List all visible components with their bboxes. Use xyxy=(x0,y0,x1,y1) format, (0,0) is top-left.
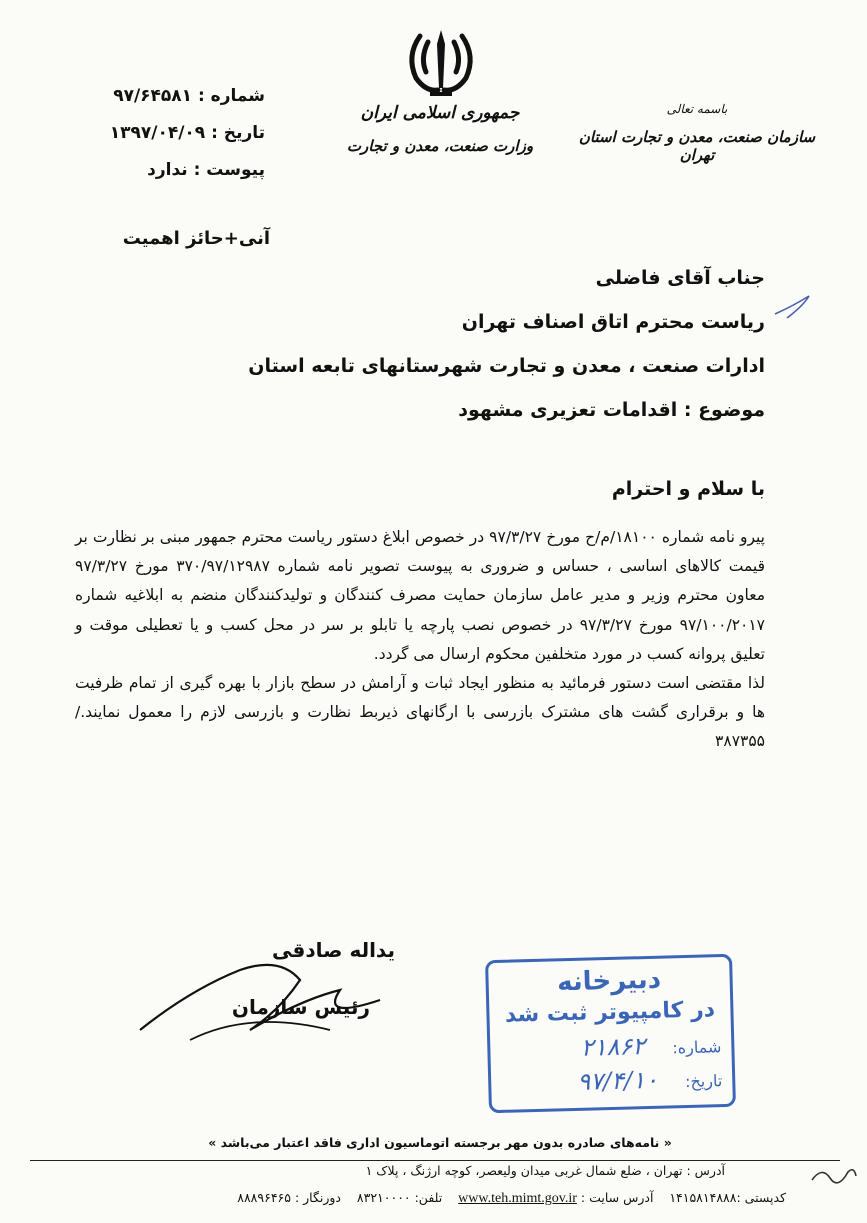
meta-date-value: ۱۳۹۷/۰۴/۰۹ xyxy=(109,123,206,143)
greeting: با سلام و احترام xyxy=(611,478,765,500)
stamp-date-row xyxy=(501,1061,723,1101)
phone-number: تلفن: ۸۳۲۱۰۰۰۰ xyxy=(356,1190,443,1205)
meta-number-value: ۹۷/۶۴۵۸۱ xyxy=(113,86,193,106)
fax-number: دورنگار : ۸۸۸۹۶۴۶۵ xyxy=(237,1190,341,1205)
header-center xyxy=(340,103,540,155)
meta-attachment xyxy=(60,152,265,189)
check-mark-icon xyxy=(773,292,823,322)
meta-number xyxy=(60,78,265,115)
recipient-line: جناب آقای فاضلی xyxy=(595,267,765,289)
meta-attachment-value: ندارد xyxy=(147,160,188,180)
website-label: آدرس سایت : xyxy=(580,1190,654,1205)
stamp-date-label: تاریخ: xyxy=(684,1071,723,1092)
body-paragraph: پیرو نامه شماره ۱۸۱۰۰/م/ح مورخ ۹۷/۳/۲۷ در خصوص ابلاغ دستور ریاست محترم جمهور مبنی بر نظارت بر قیمت کالاهای اساسی ، حساس و ضروری به پیوست تصویر نامه شماره ۳۷۰/۹۷/۱۲۹۸۷ مورخ ۹۷/۳/۲۷ معاون محترم وزیر و مدیر عامل سازمان حمایت مصرف کنندگان و تولیدکنندگان منضم به ابلاغیه شماره ۹۷/۱۰۰/۲۰۱۷ مورخ ۹۷/۳/۲۷ در خصوص نصب پارچه یا تابلو بر سر در محل کسب و یا تعطیلی موقت و تعلیق پروانه کسب در مورد متخلفین محکوم ارسال می گردد. xyxy=(75,528,766,663)
recipients xyxy=(205,256,765,432)
letter-meta xyxy=(60,78,265,189)
meta-attachment-label: پیوست : xyxy=(193,160,265,180)
header-right xyxy=(567,102,827,164)
website-link[interactable]: www.teh.mimt.gov.ir xyxy=(458,1191,577,1206)
letter-body xyxy=(75,523,765,757)
recipient-line: ریاست محترم اتاق اصناف تهران xyxy=(461,311,765,333)
stamp-title: دبیرخانه xyxy=(556,964,662,998)
ministry-name: وزارت صنعت، معدن و تجارت xyxy=(346,137,534,155)
body-paragraph: لذا مقتضی است دستور فرمائید به منظور ایجاد ثبات و آرامش در سطح بازار با بهره گیری از تمام ظرفیت ها و برقراری گشت های مشترک بازرسی با ارگانهای ذیربط نظارت و بازرسی لازم را معمول نمایند./۳۸۷۳۵۵ xyxy=(75,674,765,751)
subject-line: موضوع : اقدامات تعزیری مشهود xyxy=(458,399,765,421)
organization-name: سازمان صنعت، معدن و تجارت استان تهران xyxy=(578,128,816,164)
meta-number-label: شماره : xyxy=(197,86,265,106)
stamp-number-value: ۲۱۸۶۲ xyxy=(580,1032,646,1062)
stamp-subtitle: در کامپیوتر ثبت شد xyxy=(504,997,716,1028)
stamp-date-value: ۹۷/۴/۱۰ xyxy=(576,1065,659,1096)
footer-address: آدرس : تهران ، ضلع شمال غربی میدان ولیعصر، کوچه ارژنگ ، پلاک ۱ xyxy=(365,1163,725,1178)
footer-divider xyxy=(30,1160,840,1161)
stamp-number-row xyxy=(500,1027,722,1067)
registry-stamp xyxy=(485,954,736,1113)
meta-date xyxy=(60,115,265,152)
handwritten-scribble-icon xyxy=(808,1160,858,1195)
iran-emblem-icon xyxy=(402,26,480,102)
postal-code: کدپستی :۱۴۱۵۸۱۴۸۸۸ xyxy=(669,1190,786,1205)
validity-disclaimer: « نامه‌های صادره بدون مهر برجسته اتوماسیون اداری فاقد اعتبار می‌باشد » xyxy=(208,1135,672,1150)
signatory-title: رئیس سازمان xyxy=(231,995,370,1019)
priority-note: آنی+حائز اهمیت xyxy=(122,228,270,249)
signatory-name: یداله صادقی xyxy=(272,938,395,962)
meta-date-label: تاریخ : xyxy=(211,123,265,143)
footer-contact xyxy=(96,1190,786,1207)
country-name: جمهوری اسلامی ایران xyxy=(360,103,520,123)
recipient-line: ادارات صنعت ، معدن و تجارت شهرستانهای تابعه استان xyxy=(248,355,765,377)
stamp-number-label: شماره: xyxy=(672,1037,722,1058)
invocation: باسمه تعالی xyxy=(666,102,728,116)
